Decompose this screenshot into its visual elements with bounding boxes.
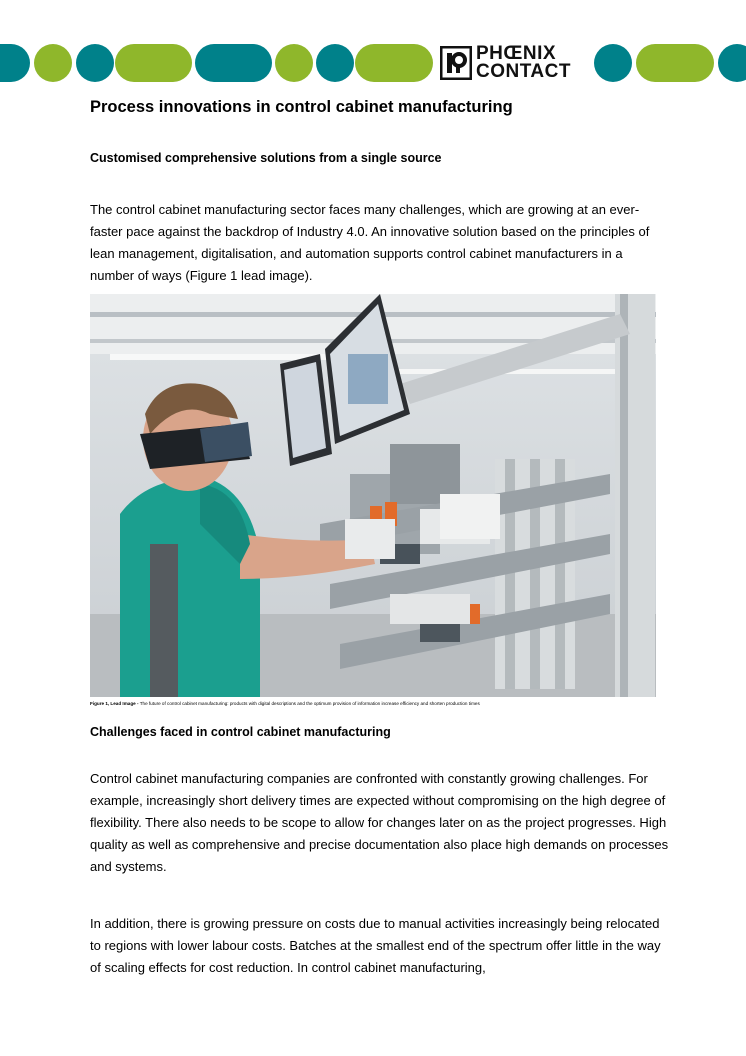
phoenix-logo-icon: [440, 46, 472, 80]
body-paragraph-1: Control cabinet manufacturing companies are confronted with constantly growing challenges. For example, increasingly short delivery times are expected without compromising on the high degree of flexibility. There also needs to be scope to allow for changes later on as the project progresses. High quality as well as comprehensive and precise documentation also place high demands on processes and systems.: [90, 771, 669, 874]
intro-paragraph: The control cabinet manufacturing sector faces many challenges, which are growing at an ever-faster pace against the backdrop of Industry 4.0. An innovative solution based on the principles of lean management, digitalisation, and automation supports control cabinet manufacturers in a number of ways (Figure 1 lead image).: [90, 202, 650, 283]
figure-caption: [90, 701, 480, 706]
banner-dot: [718, 44, 746, 82]
page-title: Process innovations in control cabinet manufacturing: [90, 98, 513, 116]
banner-pill: [0, 44, 30, 82]
caption-label: Figure 1, Lead Image -: [90, 701, 139, 706]
section-heading: Challenges faced in control cabinet manufacturing: [90, 725, 391, 739]
banner-pill: [195, 44, 272, 82]
header-banner: [0, 42, 746, 84]
banner-dot: [594, 44, 632, 82]
page-subtitle: Customised comprehensive solutions from a single source: [90, 151, 442, 165]
phoenix-contact-logo: [440, 44, 592, 82]
caption-text: The future of control cabinet manufacturing: products with digital descriptions and the optimum provision of information increase efficiency and shorten production times: [138, 701, 480, 706]
logo-line-1: PHŒNIX: [476, 43, 557, 64]
banner-dot: [34, 44, 72, 82]
banner-dot: [275, 44, 313, 82]
banner-dot: [76, 44, 114, 82]
lead-image: [90, 294, 656, 697]
body-paragraph-2: In addition, there is growing pressure on costs due to manual activities increasingly being relocated to regions with lower labour costs. Batches at the smallest end of the spectrum offer little in the way of scaling effects for cost reduction. In control cabinet manufacturing,: [90, 916, 661, 975]
logo-line-2: CONTACT: [476, 61, 571, 82]
banner-dot: [316, 44, 354, 82]
banner-pill: [115, 44, 192, 82]
banner-pill: [636, 44, 714, 82]
banner-pill: [355, 44, 433, 82]
